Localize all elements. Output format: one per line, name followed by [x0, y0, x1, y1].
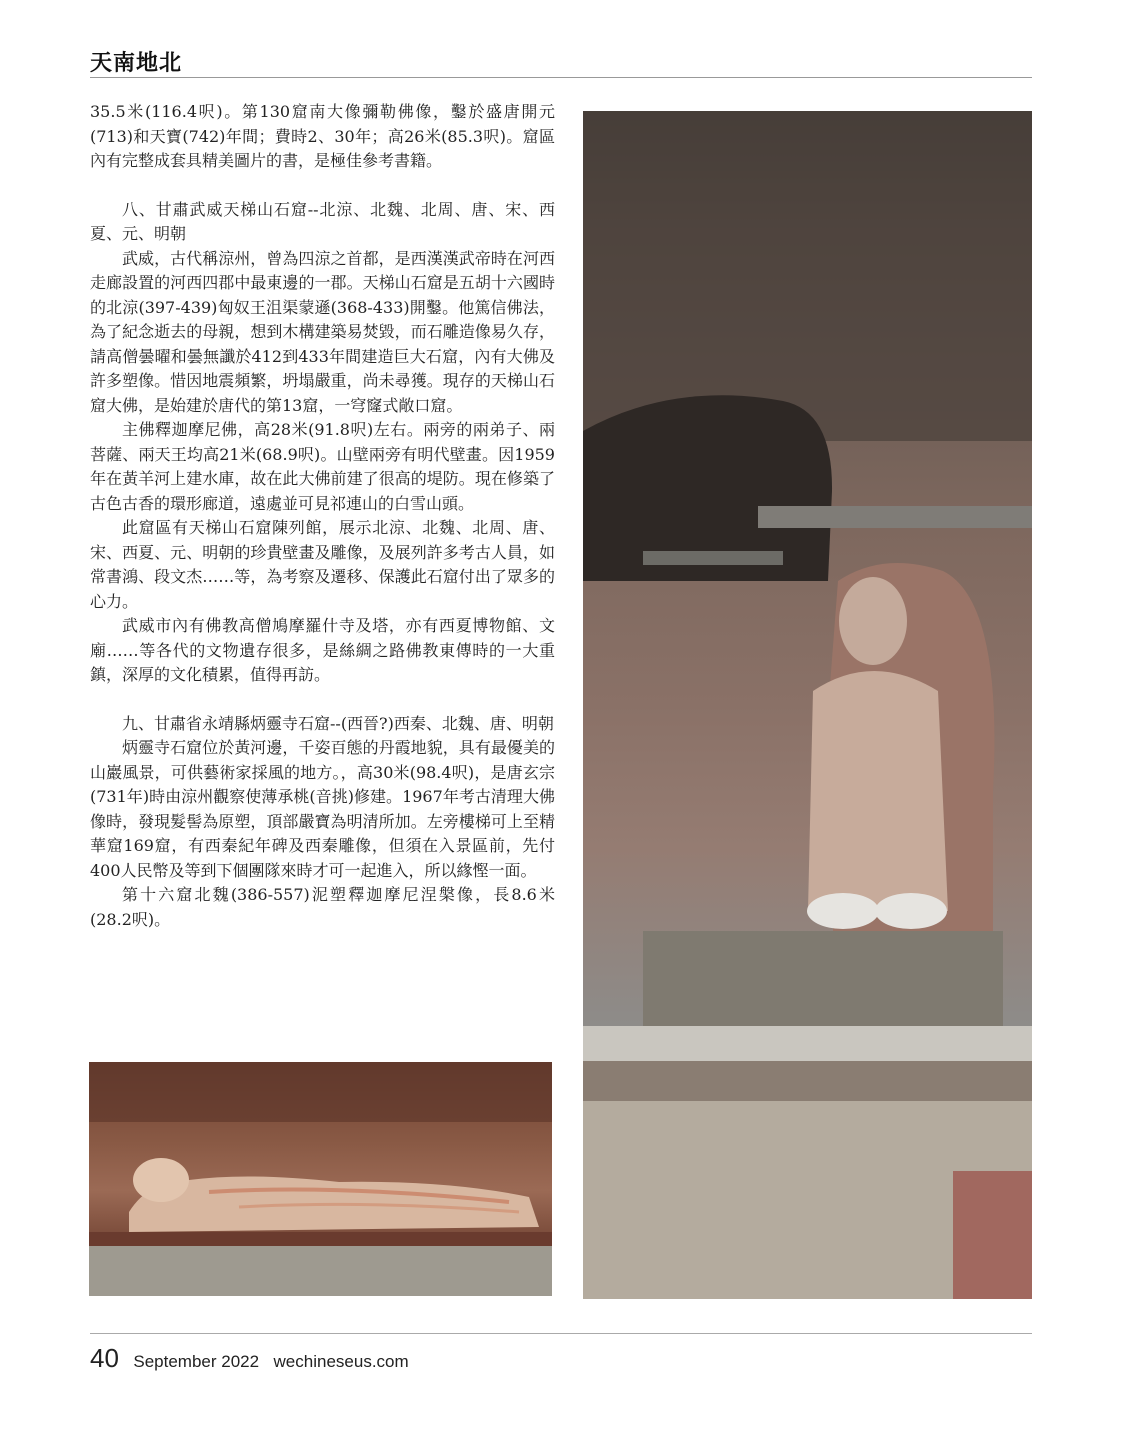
section-heading-8: 八、甘肅武威天梯山石窟--北涼、北魏、北周、唐、宋、西夏、元、明朝 — [90, 199, 555, 243]
paragraph: 35.5米(116.4呎)。第130窟南大像彌勒佛像，鑿於盛唐開元(713)和天寶(742)年間；費時2、30年；高26米(85.3呎)。窟區內有完整成套具精美圖片的書，是極佳參考書籍。 — [90, 102, 555, 170]
reclining-buddha-photo — [89, 1062, 552, 1296]
footer-divider — [90, 1333, 1032, 1334]
page-number: 40 — [90, 1343, 119, 1373]
reclining-buddha-illustration — [89, 1062, 552, 1296]
seated-buddha-illustration — [583, 111, 1032, 1299]
header-divider — [90, 77, 1032, 78]
website-link[interactable]: wechineseus.com — [273, 1352, 409, 1371]
paragraph: 炳靈寺石窟位於黃河邊，千姿百態的丹霞地貌，具有最優美的山巖風景，可供藝術家採風的地方。，高30米(98.4呎)，是唐玄宗(731年)時由涼州觀察使薄承桃(音挑)修建。1967年考古清理大佛像時，發現髮髻為原塑，頂部嚴寶為明清所加。左旁樓梯可上至精華窟169窟，有西秦紀年碑及西秦雕像，但須在入景區前，先付400人民幣及等到下個團隊來時才可一起進入，所以緣慳一面。 — [90, 738, 555, 880]
seated-buddha-photo — [583, 111, 1032, 1299]
section-heading-9: 九、甘肅省永靖縣炳靈寺石窟--(西晉?)西秦、北魏、唐、明朝 — [122, 713, 554, 733]
paragraph: 第十六窟北魏(386-557)泥塑釋迦摩尼涅槃像，長8.6米(28.2呎)。 — [90, 885, 555, 929]
paragraph: 武威市內有佛教高僧鳩摩羅什寺及塔，亦有西夏博物館、文廟……等各代的文物遺存很多，是絲綢之路佛教東傳時的一大重鎮，深厚的文化積累，值得再訪。 — [90, 616, 555, 684]
paragraph: 此窟區有天梯山石窟陳列館，展示北涼、北魏、北周、唐、宋、西夏、元、明朝的珍貴壁畫及雕像，及展列許多考古人員，如常書鴻、段文杰……等，為考察及遷移、保護此石窟付出了眾多的心力。 — [90, 518, 555, 611]
paragraph: 武威，古代稱涼州，曾為四涼之首都，是西漢漢武帝時在河西走廊設置的河西四郡中最東邊的一郡。天梯山石窟是五胡十六國時的北涼(397-439)匈奴王沮渠蒙遜(368-433)開鑿。他篤信佛法，為了紀念逝去的母親，想到木構建築易焚毀，而石雕造像易久存，請高僧曇曜和曇無讖於412到433年間建造巨大石窟，內有大佛及許多塑像。惜因地震頻繁，坍塌嚴重，尚未尋獲。現存的天梯山石窟大佛，是始建於唐代的第13窟，一穹窿式敞口窟。 — [90, 248, 555, 415]
section-title: 天南地北 — [90, 50, 183, 76]
issue-date: September 2022 — [133, 1352, 260, 1371]
article-body — [90, 100, 555, 932]
page-footer — [90, 1343, 409, 1374]
paragraph: 主佛釋迦摩尼佛，高28米(91.8呎)左右。兩旁的兩弟子、兩菩薩、兩天王均高21米(68.9呎)。山壁兩旁有明代壁畫。因1959年在黃羊河上建水庫，故在此大佛前建了很高的堤防。現在修築了古色古香的環形廊道，遠處並可見祁連山的白雪山頭。 — [90, 420, 555, 513]
